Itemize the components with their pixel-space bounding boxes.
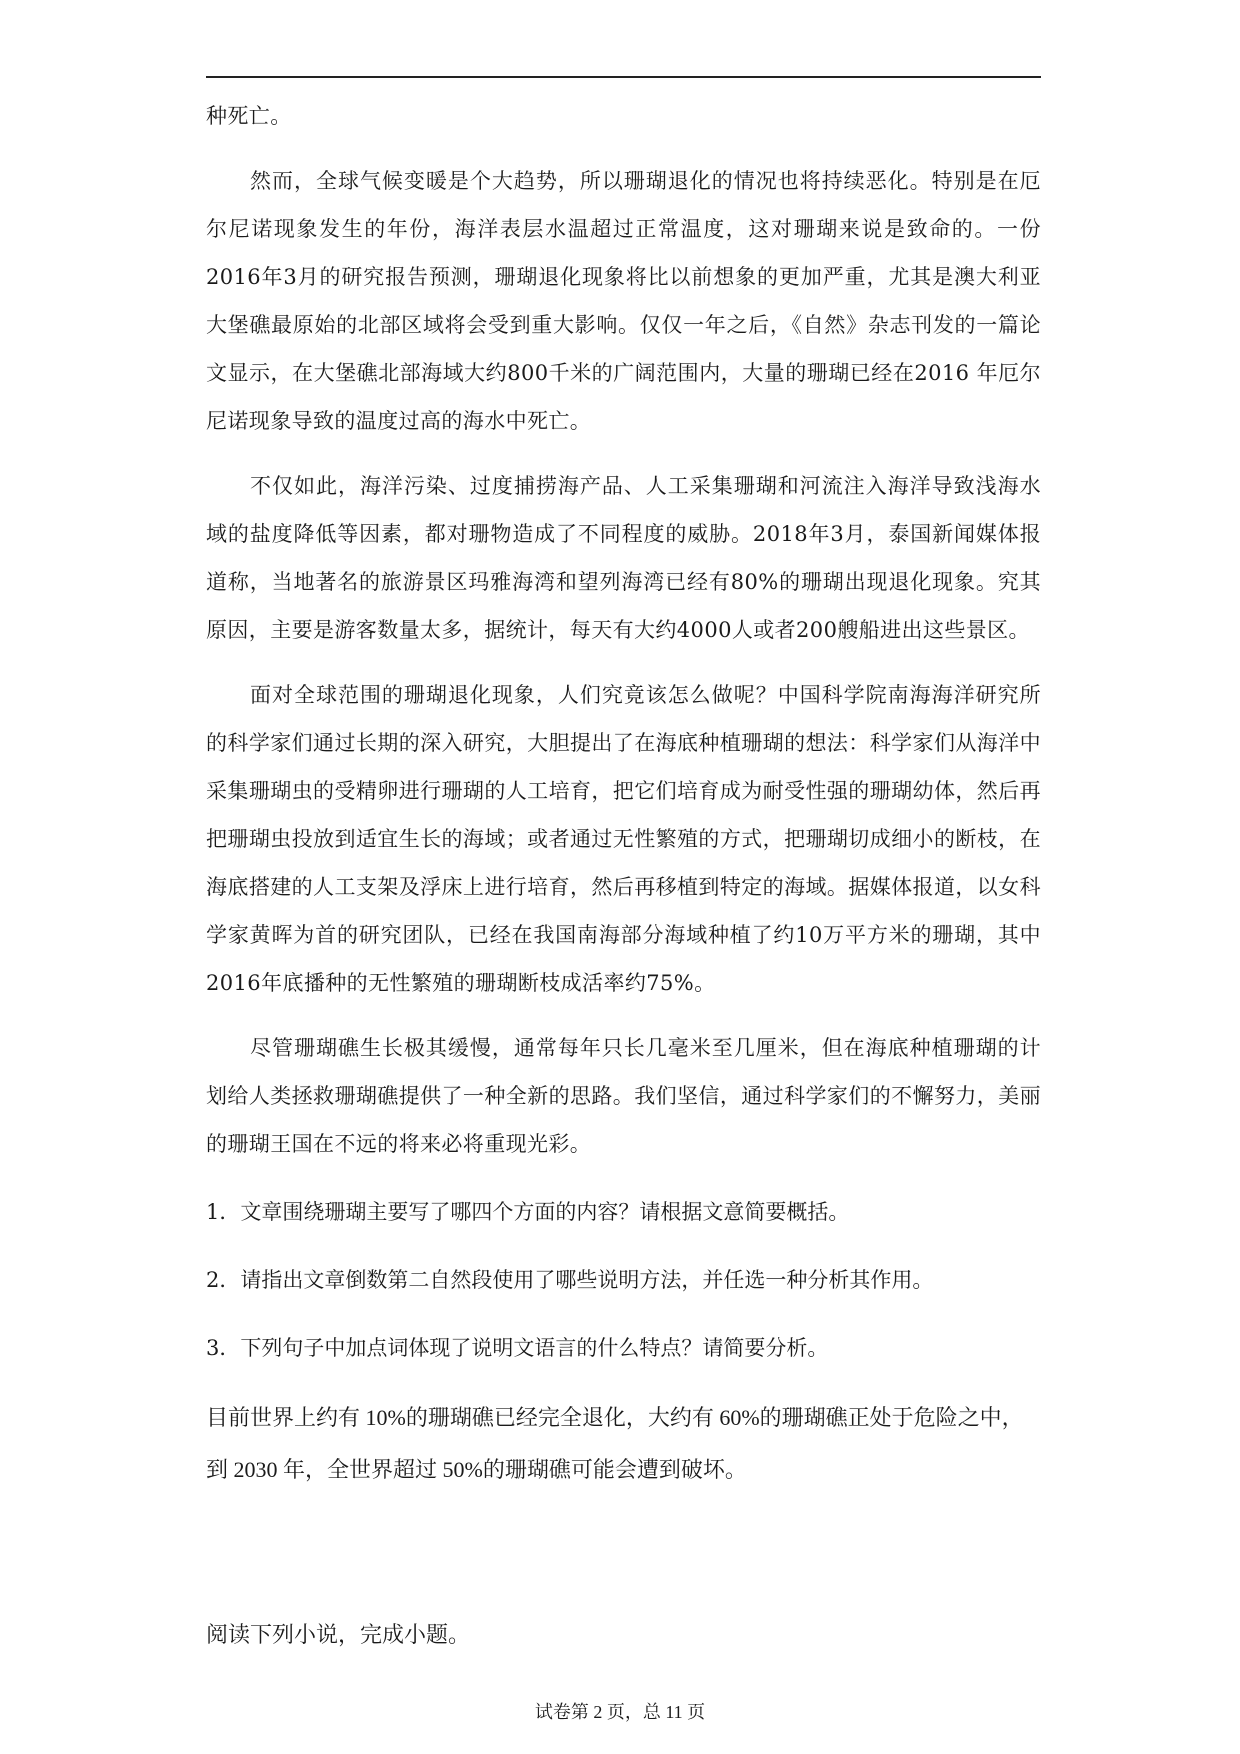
paragraph-continuation: 种死亡。 (206, 104, 292, 128)
header-rule (206, 76, 1041, 78)
paragraph-threats: 不仅如此，海洋污染、过度捕捞海产品、人工采集珊瑚和河流注入海洋导致浅海水域的盐度降低等因素，都对珊物造成了不同程度的威胁。2018年3月，泰国新闻媒体报道称，当地著名的旅游景区玛雅海湾和望列海湾已经有80%的珊瑚出现退化现象。究其原因，主要是游客数量太多，据统计，每天有大约4000人或者200艘船进出这些景区。 (206, 474, 1041, 642)
paragraph-conclusion: 尽管珊瑚礁生长极其缓慢，通常每年只长几毫米至几厘米，但在海底种植珊瑚的计划给人类拯救珊瑚礁提供了一种全新的思路。我们坚信，通过科学家们的不懈努力，美丽的珊瑚王国在不远的将来必将重现光彩。 (206, 1036, 1041, 1156)
question-3: 3．下列句子中加点词体现了说明文语言的什么特点？请简要分析。 (206, 1336, 829, 1360)
question-2: 2．请指出文章倒数第二自然段使用了哪些说明方法，并任选一种分析其作用。 (206, 1268, 934, 1292)
quoted-sentence: 目前世界上约有 10%的珊瑚礁已经完全退化，大约有 60%的珊瑚礁正处于危险之中，到 2030 年，全世界超过 50%的珊瑚礁可能会遭到破坏。 (206, 1405, 1024, 1482)
document-body (206, 92, 1041, 1496)
question-1: 1．文章围绕珊瑚主要写了哪四个方面的内容？请根据文意简要概括。 (206, 1200, 850, 1224)
paragraph-solution: 面对全球范围的珊瑚退化现象，人们究竟该怎么做呢？中国科学院南海海洋研究所的科学家们通过长期的深入研究，大胆提出了在海底种植珊瑚的想法：科学家们从海洋中采集珊瑚虫的受精卵进行珊瑚的人工培育，把它们培育成为耐受性强的珊瑚幼体，然后再把珊瑚虫投放到适宜生长的海域；或者通过无性繁殖的方式，把珊瑚切成细小的断枝，在海底搭建的人工支架及浮床上进行培育，然后再移植到特定的海域。据媒体报道，以女科学家黄晖为首的研究团队，已经在我国南海部分海域种植了约10万平方米的珊瑚，其中2016年底播种的无性繁殖的珊瑚断枝成活率约75%。 (206, 683, 1041, 995)
next-section-instruction: 阅读下列小说，完成小题。 (206, 1622, 471, 1647)
page-footer: 试卷第 2 页，总 11 页 (534, 1702, 706, 1722)
paragraph-climate: 然而，全球气候变暖是个大趋势，所以珊瑚退化的情况也将持续恶化。特别是在厄尔尼诺现象发生的年份，海洋表层水温超过正常温度，这对珊瑚来说是致命的。一份2016年3月的研究报告预测，珊瑚退化现象将比以前想象的更加严重，尤其是澳大利亚大堡礁最原始的北部区域将会受到重大影响。仅仅一年之后，《自然》杂志刊发的一篇论文显示，在大堡礁北部海域大约800千米的广阔范围内，大量的珊瑚已经在2016 年厄尔尼诺现象导致的温度过高的海水中死亡。 (206, 169, 1041, 433)
